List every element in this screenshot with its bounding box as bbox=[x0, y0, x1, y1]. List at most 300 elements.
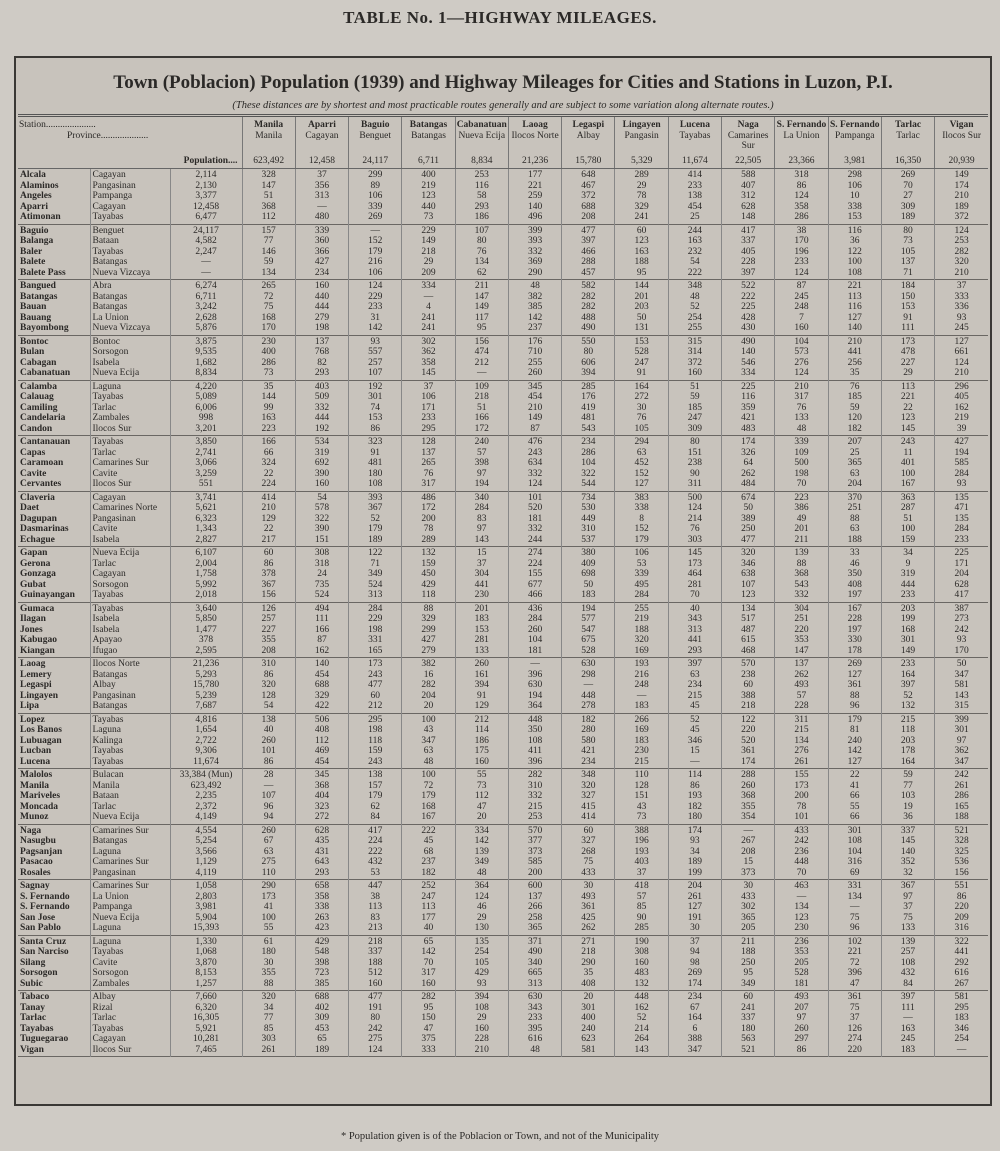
mileage-value: 692 bbox=[295, 458, 348, 469]
mileage-value: 36 bbox=[828, 236, 881, 247]
station-name: Guinayangan bbox=[18, 590, 90, 602]
mileage-value: 493 bbox=[775, 680, 828, 691]
mileage-value: 75 bbox=[242, 302, 295, 313]
mileage-value: 204 bbox=[668, 880, 721, 892]
column-province: Tayabas bbox=[679, 130, 711, 141]
mileage-value: 333 bbox=[402, 1045, 455, 1057]
mileage-value: 222 bbox=[668, 268, 721, 280]
mileage-value: 98 bbox=[668, 958, 721, 969]
mileage-value: 241 bbox=[402, 313, 455, 324]
mileage-value: 224 bbox=[508, 559, 561, 570]
mileage-value: 452 bbox=[615, 458, 668, 469]
station-name: Mariveles bbox=[18, 791, 90, 802]
mileage-value: 128 bbox=[615, 781, 668, 792]
mileage-value: 182 bbox=[828, 424, 881, 436]
province-name: Sorsogon bbox=[92, 347, 129, 357]
mileage-value: 116 bbox=[722, 392, 775, 403]
station-group bbox=[18, 280, 988, 336]
mileage-value: 37 bbox=[615, 868, 668, 880]
mileage-value: 155 bbox=[508, 569, 561, 580]
mileage-value: 145 bbox=[402, 368, 455, 380]
mileage-value: 364 bbox=[455, 880, 508, 892]
mileage-value: 333 bbox=[935, 292, 988, 303]
mileage-value: 181 bbox=[775, 979, 828, 991]
mileage-value: 628 bbox=[722, 202, 775, 213]
mileage-value: 394 bbox=[562, 368, 615, 380]
mileage-value: 114 bbox=[668, 769, 721, 781]
mileage-value: 124 bbox=[775, 268, 828, 280]
mileage-value: — bbox=[295, 202, 348, 213]
table-row bbox=[18, 847, 988, 858]
table-row bbox=[18, 713, 988, 725]
mileage-value: 204 bbox=[935, 569, 988, 580]
population-value: — bbox=[170, 257, 242, 268]
mileage-value: 253 bbox=[455, 169, 508, 181]
table-row bbox=[18, 725, 988, 736]
mileage-value: 218 bbox=[349, 935, 402, 947]
mileage-value: 243 bbox=[349, 757, 402, 769]
mileage-value: 188 bbox=[615, 625, 668, 636]
mileage-value: 273 bbox=[935, 614, 988, 625]
mileage-value: 298 bbox=[828, 169, 881, 181]
province-name: Isabela bbox=[92, 357, 120, 368]
mileage-value: 113 bbox=[881, 380, 934, 392]
mileage-value: 417 bbox=[722, 224, 775, 236]
mileage-value: 441 bbox=[935, 947, 988, 958]
mileage-value: 301 bbox=[562, 1003, 615, 1014]
province-name: Tayabas bbox=[92, 1023, 124, 1034]
mileage-value: 104 bbox=[775, 335, 828, 347]
mileage-value: 317 bbox=[402, 479, 455, 491]
mileage-value: 151 bbox=[615, 791, 668, 802]
mileage-value: 90 bbox=[615, 913, 668, 924]
table-row bbox=[18, 868, 988, 880]
population-value: 7,660 bbox=[170, 991, 242, 1003]
column-province: Benguet bbox=[359, 130, 392, 141]
mileage-value: 304 bbox=[455, 569, 508, 580]
mileage-value: 295 bbox=[935, 1003, 988, 1014]
mileage-value: 143 bbox=[935, 691, 988, 702]
table-row bbox=[18, 781, 988, 792]
mileage-value: 453 bbox=[295, 1024, 348, 1035]
mileage-value: 517 bbox=[722, 614, 775, 625]
population-value: 3,850 bbox=[170, 436, 242, 448]
mileage-value: 209 bbox=[402, 268, 455, 280]
mileage-value: 183 bbox=[615, 736, 668, 747]
population-value: 10,281 bbox=[170, 1034, 242, 1045]
mileage-value: 95 bbox=[722, 968, 775, 979]
station-name: Gumaca bbox=[18, 602, 90, 614]
mileage-value: 50 bbox=[562, 580, 615, 591]
mileage-value: 173 bbox=[349, 658, 402, 670]
table-row bbox=[18, 902, 988, 913]
mileage-value: 522 bbox=[722, 280, 775, 292]
mileage-value: 103 bbox=[881, 791, 934, 802]
population-value: 2,004 bbox=[170, 559, 242, 570]
mileage-value: 318 bbox=[295, 559, 348, 570]
mileage-value: 444 bbox=[881, 580, 934, 591]
mileage-value: 168 bbox=[881, 625, 934, 636]
mileage-value: 237 bbox=[508, 323, 561, 335]
province-name: Camarines Sur bbox=[92, 857, 149, 867]
province-name: Manila bbox=[92, 780, 120, 791]
population-value: 6,320 bbox=[170, 1003, 242, 1014]
mileage-value: 397 bbox=[881, 680, 934, 691]
column-header bbox=[508, 116, 561, 154]
column-population: 20,939 bbox=[935, 154, 988, 169]
mileage-value: 710 bbox=[508, 347, 561, 358]
mileage-value: 118 bbox=[881, 725, 934, 736]
mileage-value: 409 bbox=[562, 559, 615, 570]
mileage-value: 218 bbox=[402, 247, 455, 258]
mileage-value: 65 bbox=[402, 935, 455, 947]
table-row bbox=[18, 569, 988, 580]
mileage-value: 201 bbox=[615, 292, 668, 303]
mileage-value: 259 bbox=[508, 191, 561, 202]
mileage-value: 94 bbox=[668, 947, 721, 958]
mileage-value: 150 bbox=[402, 1013, 455, 1024]
mileage-value: 214 bbox=[668, 514, 721, 525]
mileage-value: 36 bbox=[881, 812, 934, 824]
mileage-value: 39 bbox=[935, 424, 988, 436]
mileage-value: 75 bbox=[881, 913, 934, 924]
mileage-value: 91 bbox=[881, 313, 934, 324]
mileage-value: 73 bbox=[242, 368, 295, 380]
mileage-value: 157 bbox=[242, 224, 295, 236]
mileage-value: 106 bbox=[349, 268, 402, 280]
mileage-value: 228 bbox=[775, 701, 828, 713]
mileage-value: 34 bbox=[668, 847, 721, 858]
mileage-value: 34 bbox=[881, 547, 934, 559]
mileage-value: 109 bbox=[455, 380, 508, 392]
mileage-value: 224 bbox=[349, 836, 402, 847]
mileage-value: 233 bbox=[508, 1013, 561, 1024]
mileage-value: 616 bbox=[508, 1034, 561, 1045]
table-row bbox=[18, 448, 988, 459]
table-row bbox=[18, 736, 988, 747]
mileage-value: 127 bbox=[828, 757, 881, 769]
mileage-value: 43 bbox=[402, 725, 455, 736]
mileage-value: 99 bbox=[242, 403, 295, 414]
mileage-value: 20 bbox=[562, 991, 615, 1003]
mileage-value: 126 bbox=[242, 602, 295, 614]
mileage-value: 180 bbox=[349, 469, 402, 480]
mileage-value: 152 bbox=[615, 469, 668, 480]
mileage-value: 265 bbox=[242, 280, 295, 292]
mileage-value: 75 bbox=[828, 1003, 881, 1014]
mileage-value: 338 bbox=[295, 902, 348, 913]
mileage-value: 133 bbox=[455, 646, 508, 658]
mileage-value: 466 bbox=[562, 247, 615, 258]
mileage-value: 347 bbox=[935, 670, 988, 681]
province-name: Camarines Sur bbox=[92, 458, 149, 468]
mileage-value: 66 bbox=[828, 812, 881, 824]
mileage-value: 139 bbox=[775, 547, 828, 559]
mileage-value: 304 bbox=[775, 602, 828, 614]
mileage-value: 87 bbox=[508, 424, 561, 436]
mileage-value: 70 bbox=[881, 181, 934, 192]
mileage-value: 129 bbox=[455, 701, 508, 713]
mileage-value: 76 bbox=[615, 413, 668, 424]
mileage-value: 477 bbox=[349, 991, 402, 1003]
mileage-value: 199 bbox=[668, 868, 721, 880]
mileage-value: 183 bbox=[615, 701, 668, 713]
mileage-value: — bbox=[615, 691, 668, 702]
mileage-value: 52 bbox=[668, 302, 721, 313]
column-city: Naga bbox=[737, 120, 759, 130]
mileage-value: 4 bbox=[402, 302, 455, 313]
station-name: Echague bbox=[18, 535, 90, 547]
mileage-value: 35 bbox=[562, 968, 615, 979]
mileage-value: 182 bbox=[402, 868, 455, 880]
mileage-value: 73 bbox=[881, 236, 934, 247]
mileage-value: 325 bbox=[935, 847, 988, 858]
mileage-value: 407 bbox=[722, 181, 775, 192]
mileage-value: 269 bbox=[881, 169, 934, 181]
mileage-value: 78 bbox=[402, 524, 455, 535]
mileage-value: 222 bbox=[722, 292, 775, 303]
mileage-value: 512 bbox=[349, 968, 402, 979]
mileage-value: 288 bbox=[562, 257, 615, 268]
mileage-value: 382 bbox=[508, 292, 561, 303]
mileage-value: 198 bbox=[775, 469, 828, 480]
mileage-value: 257 bbox=[349, 358, 402, 369]
mileage-value: 124 bbox=[349, 280, 402, 292]
mileage-value: 488 bbox=[562, 313, 615, 324]
mileage-value: 353 bbox=[775, 947, 828, 958]
mileage-value: 400 bbox=[402, 169, 455, 181]
mileage-value: 233 bbox=[881, 658, 934, 670]
station-group bbox=[18, 935, 988, 991]
province-name: Cagayan bbox=[92, 569, 126, 579]
table-row bbox=[18, 559, 988, 570]
mileage-value: 372 bbox=[562, 191, 615, 202]
province-name: Tarlac bbox=[92, 558, 117, 569]
station-name: Cervantes bbox=[18, 479, 90, 491]
table-row bbox=[18, 791, 988, 802]
mileage-value: 331 bbox=[828, 880, 881, 892]
mileage-value: 173 bbox=[775, 781, 828, 792]
mileage-value: 134 bbox=[455, 257, 508, 268]
mileage-value: 313 bbox=[508, 979, 561, 991]
province-name: Tarlac bbox=[92, 801, 117, 812]
column-city: Legaspi bbox=[572, 120, 605, 130]
mileage-value: 137 bbox=[775, 658, 828, 670]
mileage-value: 144 bbox=[242, 392, 295, 403]
mileage-value: 138 bbox=[349, 769, 402, 781]
mileage-value: 134 bbox=[242, 268, 295, 280]
station-name: Tabaco bbox=[18, 991, 90, 1003]
mileage-value: 323 bbox=[349, 436, 402, 448]
mileage-value: 189 bbox=[295, 1045, 348, 1057]
station-name: Cabanatuan bbox=[18, 368, 90, 380]
mileage-value: 316 bbox=[935, 923, 988, 935]
station-name: Lucban bbox=[18, 746, 90, 757]
mileage-value: 396 bbox=[508, 757, 561, 769]
column-population: 21,236 bbox=[508, 154, 561, 169]
mileage-value: 359 bbox=[722, 403, 775, 414]
mileage-value: 244 bbox=[668, 224, 721, 236]
mileage-value: 361 bbox=[562, 902, 615, 913]
mileage-value: 236 bbox=[775, 935, 828, 947]
station-name: Rosales bbox=[18, 868, 90, 880]
mileage-value: 76 bbox=[775, 403, 828, 414]
province-name: Nueva Vizcaya bbox=[92, 267, 151, 278]
mileage-value: 346 bbox=[668, 736, 721, 747]
mileage-value: 580 bbox=[562, 736, 615, 747]
mileage-value: 223 bbox=[775, 491, 828, 503]
mileage-value: 210 bbox=[935, 268, 988, 280]
mileage-value: 205 bbox=[775, 958, 828, 969]
mileage-value: 171 bbox=[935, 559, 988, 570]
table-row bbox=[18, 302, 988, 313]
table-row bbox=[18, 701, 988, 713]
mileage-value: 156 bbox=[455, 335, 508, 347]
mileage-value: 242 bbox=[349, 1024, 402, 1035]
mileage-value: 403 bbox=[615, 857, 668, 868]
mileage-value: 210 bbox=[455, 1045, 508, 1057]
population-value: 4,554 bbox=[170, 824, 242, 836]
mileage-value: 332 bbox=[295, 403, 348, 414]
mileage-value: 290 bbox=[508, 268, 561, 280]
province-name: Ifugao bbox=[92, 645, 118, 656]
mileage-value: 88 bbox=[402, 602, 455, 614]
province-name: Batangas bbox=[92, 302, 128, 312]
mileage-value: 623 bbox=[562, 1034, 615, 1045]
mileage-value: 8 bbox=[615, 514, 668, 525]
mileage-value: 238 bbox=[668, 458, 721, 469]
mileage-value: 165 bbox=[935, 802, 988, 813]
mileage-value: 293 bbox=[295, 368, 348, 380]
mileage-value: 500 bbox=[775, 458, 828, 469]
mileage-value: 166 bbox=[242, 436, 295, 448]
column-province: Cagayan bbox=[305, 130, 339, 141]
station-name: Daet bbox=[18, 503, 90, 514]
station-name: San Jose bbox=[18, 913, 90, 924]
station-name: Los Banos bbox=[18, 725, 90, 736]
mileage-value: 105 bbox=[881, 247, 934, 258]
mileage-value: 130 bbox=[455, 923, 508, 935]
table-row bbox=[18, 403, 988, 414]
column-header bbox=[349, 116, 402, 154]
station-name: Tarlac bbox=[18, 1013, 90, 1024]
mileage-value: 293 bbox=[295, 868, 348, 880]
column-province: Pangasin bbox=[624, 130, 659, 141]
mileage-value: 111 bbox=[881, 1003, 934, 1014]
province-name: Sorsogon bbox=[92, 968, 129, 978]
mileage-value: 262 bbox=[722, 469, 775, 480]
mileage-value: 191 bbox=[349, 1003, 402, 1014]
mileage-value: 88 bbox=[828, 514, 881, 525]
mileage-value: 58 bbox=[455, 191, 508, 202]
mileage-value: 334 bbox=[455, 824, 508, 836]
mileage-value: 317 bbox=[775, 392, 828, 403]
mileage-value: 378 bbox=[242, 569, 295, 580]
mileage-value: 349 bbox=[455, 857, 508, 868]
population-value: 1,477 bbox=[170, 625, 242, 636]
mileage-value: 192 bbox=[295, 424, 348, 436]
mileage-value: 55 bbox=[828, 802, 881, 813]
mileage-value: 399 bbox=[935, 713, 988, 725]
mileage-value: 319 bbox=[881, 569, 934, 580]
station-name: Balete Pass bbox=[18, 268, 90, 280]
mileage-value: 735 bbox=[295, 580, 348, 591]
station-name: Lubuagan bbox=[18, 736, 90, 747]
station-name: Sagnay bbox=[18, 880, 90, 892]
mileage-value: 364 bbox=[508, 701, 561, 713]
province-name: Camarines Sur bbox=[92, 825, 149, 836]
province-name: Tayabas bbox=[92, 392, 124, 402]
column-population: 23,366 bbox=[775, 154, 828, 169]
mileage-value: 216 bbox=[349, 257, 402, 268]
mileage-value: 563 bbox=[722, 1034, 775, 1045]
population-value: 1,058 bbox=[170, 880, 242, 892]
mileage-value: 388 bbox=[668, 1034, 721, 1045]
mileage-value: 160 bbox=[668, 368, 721, 380]
mileage-value: 615 bbox=[722, 635, 775, 646]
mileage-value: 232 bbox=[668, 247, 721, 258]
province-name: Batangas bbox=[92, 291, 128, 302]
mileage-value: 160 bbox=[615, 958, 668, 969]
mileage-value: 264 bbox=[615, 1034, 668, 1045]
mileage-value: 67 bbox=[242, 836, 295, 847]
mileage-value: 30 bbox=[668, 923, 721, 935]
province-name: Cavite bbox=[92, 468, 118, 479]
mileage-value: 688 bbox=[295, 680, 348, 691]
mileage-value: 186 bbox=[455, 212, 508, 224]
mileage-value: 163 bbox=[668, 236, 721, 247]
mileage-value: 332 bbox=[508, 247, 561, 258]
mileage-value: 97 bbox=[455, 469, 508, 480]
mileage-value: 350 bbox=[508, 725, 561, 736]
mileage-value: 151 bbox=[295, 535, 348, 547]
mileage-value: 91 bbox=[455, 691, 508, 702]
mileage-value: — bbox=[562, 680, 615, 691]
mileage-value: 373 bbox=[508, 847, 561, 858]
mileage-value: 50 bbox=[722, 503, 775, 514]
mileage-value: 261 bbox=[935, 781, 988, 792]
table-row bbox=[18, 280, 988, 292]
mileage-value: 394 bbox=[455, 991, 508, 1003]
mileage-value: 106 bbox=[828, 181, 881, 192]
population-value: 9,535 bbox=[170, 347, 242, 358]
table-row bbox=[18, 181, 988, 192]
mileage-value: 320 bbox=[242, 991, 295, 1003]
mileage-value: 414 bbox=[562, 812, 615, 824]
mileage-value: 133 bbox=[881, 923, 934, 935]
mileage-value: 66 bbox=[242, 448, 295, 459]
mileage-value: 363 bbox=[881, 491, 934, 503]
mileage-value: 263 bbox=[295, 913, 348, 924]
mileage-value: 269 bbox=[349, 212, 402, 224]
mileage-value: 127 bbox=[828, 670, 881, 681]
population-value: 6,006 bbox=[170, 403, 242, 414]
table-row bbox=[18, 413, 988, 424]
mileage-value: 301 bbox=[349, 392, 402, 403]
mileage-value: 188 bbox=[615, 257, 668, 268]
mileage-value: 32 bbox=[881, 868, 934, 880]
mileage-value: 185 bbox=[668, 403, 721, 414]
table-row bbox=[18, 802, 988, 813]
mileage-value: 104 bbox=[508, 635, 561, 646]
mileage-value: 233 bbox=[775, 257, 828, 268]
mileage-value: 20 bbox=[402, 701, 455, 713]
population-value: 7,465 bbox=[170, 1045, 242, 1057]
mileage-value: 20 bbox=[455, 812, 508, 824]
mileage-value: 145 bbox=[881, 836, 934, 847]
mileage-value: 77 bbox=[242, 1013, 295, 1024]
province-name: Albay bbox=[92, 680, 116, 690]
